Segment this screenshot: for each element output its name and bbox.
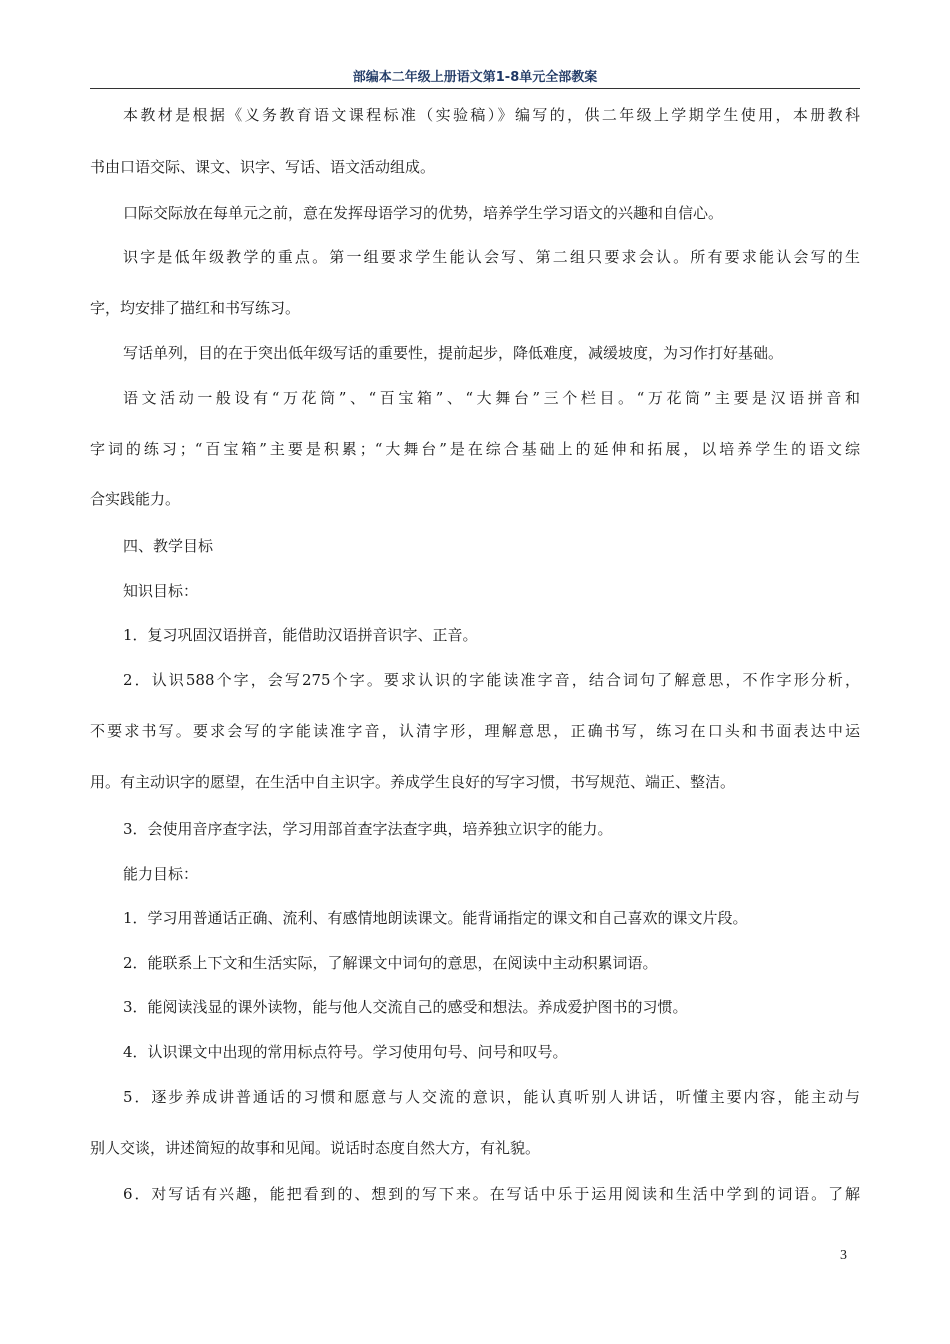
list-item: 3．会使用音序查字法，学习用部首查字法查字典，培养独立识字的能力。	[123, 820, 613, 838]
paragraph-line: 写话单列，目的在于突出低年级写话的重要性，提前起步，降低难度，减缓坡度，为习作打好基础。	[123, 344, 784, 362]
paragraph-line: 别人交谈，讲述简短的故事和见闻。说话时态度自然大方，有礼貌。	[90, 1139, 541, 1157]
list-item: 1．复习巩固汉语拼音，能借助汉语拼音识字、正音。	[123, 626, 478, 644]
paragraph-line: 本教材是根据《义务教育语文课程标准（实验稿）》编写的，供二年级上学期学生使用，本册教科	[123, 106, 860, 124]
paragraph-line: 口际交际放在每单元之前，意在发挥母语学习的优势，培养学生学习语文的兴趣和自信心。	[123, 204, 724, 222]
list-item: 6．对写话有兴趣，能把看到的、想到的写下来。在写话中乐于运用阅读和生活中学到的词语。了解	[123, 1185, 860, 1203]
subheading: 知识目标：	[123, 582, 199, 600]
section-heading: 四、教学目标	[123, 537, 214, 555]
running-header: 部编本二年级上册语文第1-8单元全部教案	[90, 66, 860, 89]
list-item: 3．能阅读浅显的课外读物，能与他人交流自己的感受和想法。养成爱护图书的习惯。	[123, 998, 688, 1016]
list-item: 2．能联系上下文和生活实际，了解课文中词句的意思，在阅读中主动积累词语。	[123, 954, 658, 972]
page-number: 3	[840, 1248, 847, 1263]
list-item: 5．逐步养成讲普通话的习惯和愿意与人交流的意识，能认真听别人讲话，听懂主要内容，能主动与	[123, 1088, 860, 1106]
paragraph-line: 合实践能力。	[90, 490, 181, 508]
paragraph-line: 语文活动一般设有“万花筒”、“百宝箱”、“大舞台”三个栏目。“万花筒”主要是汉语拼音和	[123, 389, 860, 407]
list-item: 4．认识课文中出现的常用标点符号。学习使用句号、问号和叹号。	[123, 1043, 568, 1061]
paragraph-line: 书由口语交际、课文、识字、写话、语文活动组成。	[90, 158, 436, 176]
paragraph-line: 用。有主动识字的愿望，在生活中自主识字。养成学生良好的写字习惯，书写规范、端正、整洁。	[90, 773, 736, 791]
list-item: 1．学习用普通话正确、流利、有感情地朗读课文。能背诵指定的课文和自己喜欢的课文片段。	[123, 909, 748, 927]
paragraph-line: 字，均安排了描红和书写练习。	[90, 299, 301, 317]
list-item: 2．认识588个字，会写275个字。要求认识的字能读准字音，结合词句了解意思，不作字形分析，	[123, 671, 860, 689]
paragraph-line: 识字是低年级教学的重点。第一组要求学生能认会写、第二组只要求会认。所有要求能认会写的生	[123, 248, 860, 266]
paragraph-line: 字词的练习；“百宝箱”主要是积累；“大舞台”是在综合基础上的延伸和拓展，以培养学生的语文综	[90, 440, 860, 458]
paragraph-line: 不要求书写。要求会写的字能读准字音，认清字形，理解意思，正确书写，练习在口头和书面表达中运	[90, 722, 860, 740]
subheading: 能力目标：	[123, 865, 199, 883]
